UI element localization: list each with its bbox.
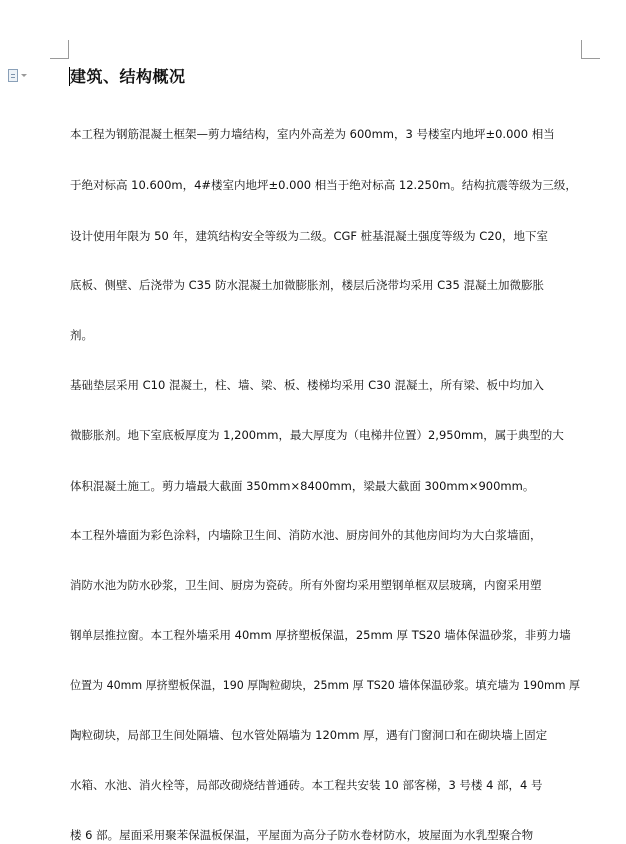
document-menu-icon[interactable] [8, 67, 36, 83]
text-line: 陶粒砌块，局部卫生间处隔墙、包水管处隔墙为 120mm 厚，遇有门窗洞口和在砌块墙上固定 [70, 728, 548, 742]
text-line: 体积混凝土施工。剪力墙最大截面 350mm×8400mm，梁最大截面 300mm×900mm。 [70, 479, 535, 493]
text-line: 消防水池为防水砂浆，卫生间、厨房为瓷砖。所有外窗均采用塑钢单框双层玻璃，内窗采用塑 [70, 578, 542, 592]
text-line: 位置为 40mm 厚挤塑板保温，190 厚陶粒砌块，25mm 厚 TS20 墙体保温砂浆。填充墙为 190mm 厚 [70, 678, 581, 692]
text-line: 于绝对标高 10.600m，4#楼室内地坪±0.000 相当于绝对标高 12.250m。结构抗震等级为三级， [70, 178, 577, 192]
dropdown-arrow-icon [21, 74, 27, 77]
text-line: 剂。 [70, 328, 93, 342]
section-heading: 建筑、结构概况 [70, 67, 186, 86]
text-line: 微膨胀剂。地下室底板厚度为 1,200mm，最大厚度为（电梯井位置）2,950mm，属于典型的大 [70, 428, 564, 442]
text-line: 本工程外墙面为彩色涂料，内墙除卫生间、消防水池、厨房间外的其他房间均为大白浆墙面， [70, 528, 542, 542]
text-line: 水箱、水池、消火栓等，局部改砌烧结普通砖。本工程共安装 10 部客梯，3 号楼 4 部，4 号 [70, 778, 543, 792]
text-line: 楼 6 部。屋面采用聚苯保温板保温，平屋面为高分子防水卷材防水，坡屋面为水乳型聚合物 [70, 828, 534, 842]
text-line: 本工程为钢筋混凝土框架—剪力墙结构，室内外高差为 600mm，3 号楼室内地坪±0.000 相当 [70, 127, 555, 141]
text-line: 基础垫层采用 C10 混凝土，柱、墙、梁、板、楼梯均采用 C30 混凝土，所有梁、板中均加入 [70, 378, 544, 392]
text-line: 设计使用年限为 50 年，建筑结构安全等级为二级。CGF 桩基混凝土强度等级为 C20，地下室 [70, 229, 548, 243]
crop-mark-top-left [50, 40, 69, 59]
text-line: 底板、侧壁、后浇带为 C35 防水混凝土加微膨胀剂，楼层后浇带均采用 C35 混凝土加微膨胀 [70, 278, 544, 292]
document-icon [8, 69, 18, 82]
crop-mark-top-right [581, 40, 600, 59]
text-line: 钢单层推拉窗。本工程外墙采用 40mm 厚挤塑板保温，25mm 厚 TS20 墙体保温砂浆，非剪力墙 [70, 628, 571, 642]
